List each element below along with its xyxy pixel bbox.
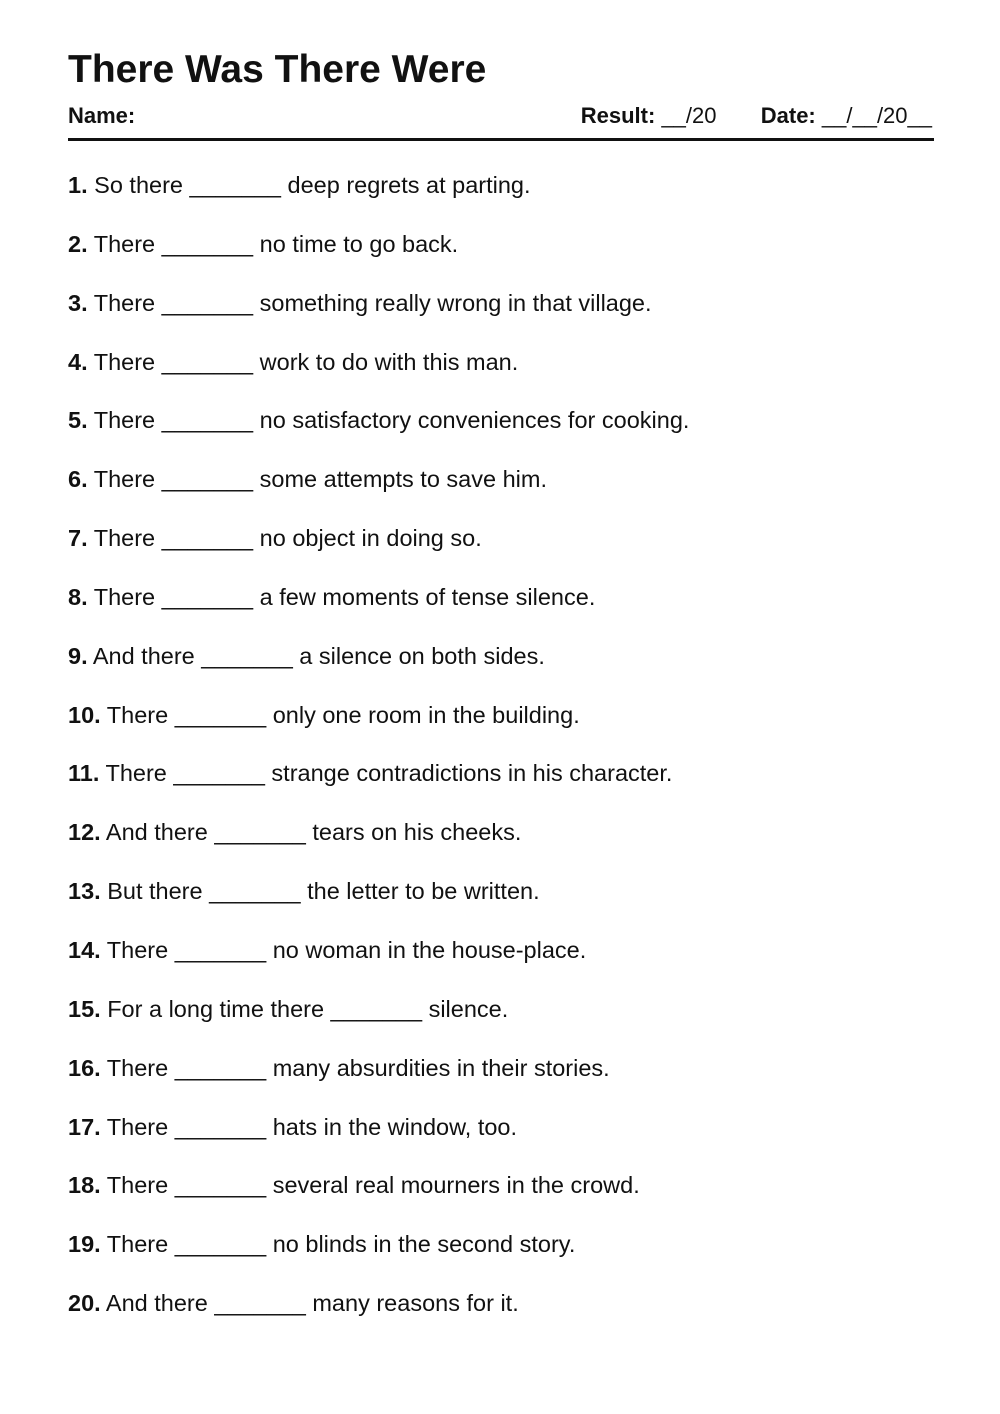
result-value: __/20 xyxy=(661,103,717,128)
question-text: So there _______ deep regrets at parting. xyxy=(94,172,531,198)
question-item xyxy=(68,1167,689,1226)
question-item xyxy=(68,932,689,991)
question-item xyxy=(68,167,689,226)
question-text: There _______ something really wrong in that village. xyxy=(93,289,652,316)
question-text: But there _______ the letter to be written. xyxy=(107,878,540,905)
question-item xyxy=(68,520,689,579)
header-divider xyxy=(68,138,934,141)
question-text: There _______ several real mourners in the crowd. xyxy=(106,1172,640,1199)
question-text: And there _______ many reasons for it. xyxy=(105,1290,519,1317)
question-text: There _______ many absurdities in their stories. xyxy=(106,1054,610,1081)
question-item xyxy=(68,1226,689,1285)
question-text: There _______ no time to go back. xyxy=(93,230,459,257)
question-number: 2. xyxy=(68,230,88,257)
question-text: There _______ only one room in the building. xyxy=(106,701,580,728)
question-item xyxy=(68,697,689,756)
question-item xyxy=(68,1050,689,1109)
question-list xyxy=(68,167,689,1344)
question-number: 19. xyxy=(68,1231,101,1258)
question-number: 4. xyxy=(68,348,88,375)
question-text: There _______ no woman in the house-place. xyxy=(106,936,587,963)
question-text: And there _______ a silence on both sides. xyxy=(92,642,545,669)
question-item xyxy=(68,402,689,461)
question-text: There _______ no blinds in the second story. xyxy=(106,1231,576,1258)
question-item xyxy=(68,814,689,873)
question-item xyxy=(68,991,689,1050)
question-text: There _______ some attempts to save him. xyxy=(93,466,547,493)
question-number: 14. xyxy=(68,936,101,963)
question-text: There _______ no object in doing so. xyxy=(93,525,482,552)
question-text: For a long time there _______ silence. xyxy=(107,995,509,1022)
question-text: There _______ strange contradictions in his character. xyxy=(105,760,673,787)
question-number: 5. xyxy=(68,407,88,434)
question-item xyxy=(68,461,689,520)
question-number: 20. xyxy=(68,1290,101,1317)
worksheet-header xyxy=(68,101,934,131)
result-date-group xyxy=(581,101,932,131)
question-text: There _______ no satisfactory conveniences for cooking. xyxy=(93,407,690,434)
question-item xyxy=(68,579,689,638)
question-item xyxy=(68,873,689,932)
date-label: Date: xyxy=(760,103,816,128)
question-item xyxy=(68,226,689,285)
question-number: 10. xyxy=(68,701,101,728)
question-text: There _______ a few moments of tense silence. xyxy=(93,583,596,610)
worksheet-title: There Was There Were xyxy=(68,48,487,91)
question-item xyxy=(68,638,689,697)
question-number: 3. xyxy=(68,289,88,316)
question-number: 7. xyxy=(68,525,88,552)
question-number: 8. xyxy=(68,583,88,610)
question-item xyxy=(68,1109,689,1168)
question-number: 6. xyxy=(68,466,88,493)
question-number: 16. xyxy=(68,1054,101,1081)
name-label: Name: xyxy=(68,103,136,128)
question-number: 1. xyxy=(68,172,88,198)
question-item xyxy=(68,1285,689,1344)
question-number: 13. xyxy=(68,878,101,905)
question-number: 12. xyxy=(68,819,101,846)
result-label: Result: xyxy=(580,103,656,128)
date-value: __/__/20__ xyxy=(821,103,932,128)
question-number: 15. xyxy=(68,995,101,1022)
question-number: 11. xyxy=(68,760,100,787)
question-item xyxy=(68,344,689,403)
question-number: 17. xyxy=(68,1113,101,1140)
question-item xyxy=(68,285,689,344)
question-number: 18. xyxy=(68,1172,101,1199)
question-text: And there _______ tears on his cheeks. xyxy=(105,819,522,846)
question-text: There _______ work to do with this man. xyxy=(93,348,519,375)
question-item xyxy=(68,755,689,814)
question-text: There _______ hats in the window, too. xyxy=(106,1113,518,1140)
question-number: 9. xyxy=(68,642,88,669)
